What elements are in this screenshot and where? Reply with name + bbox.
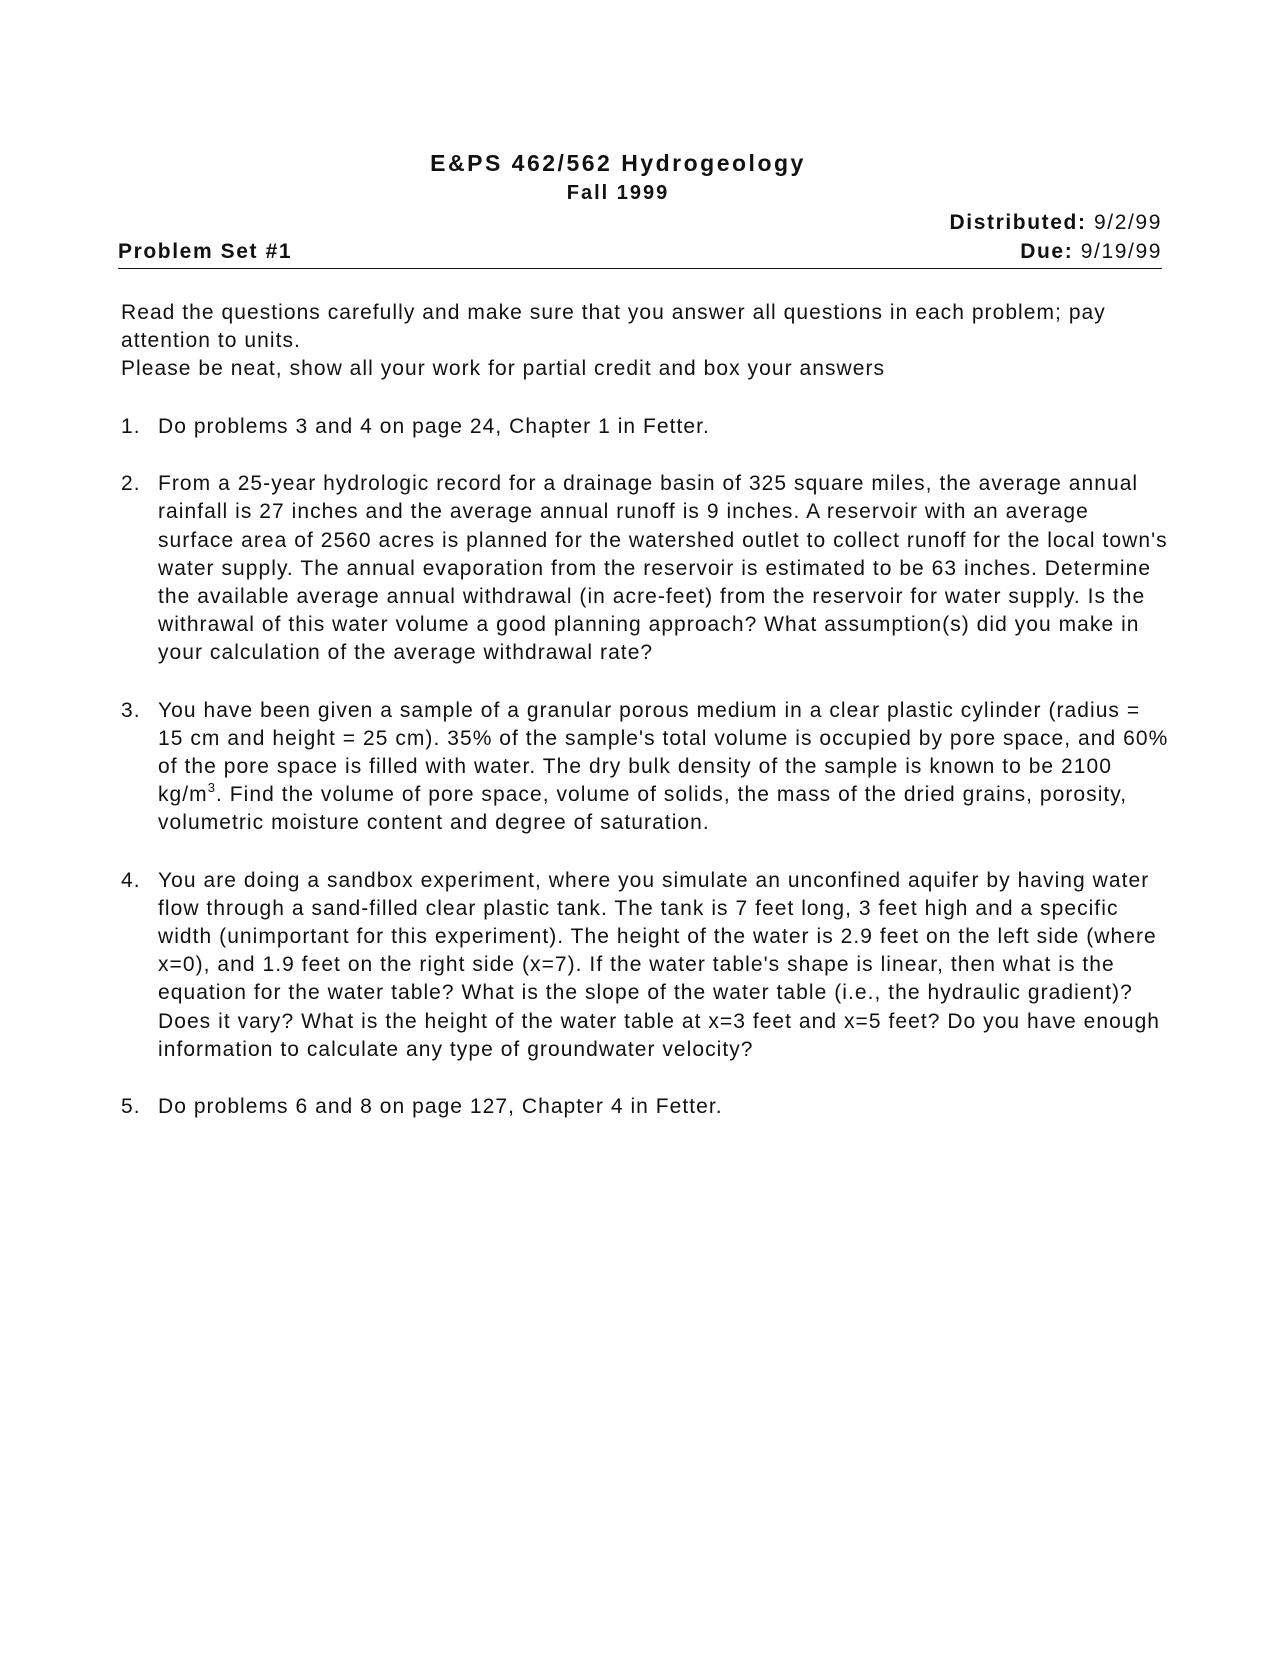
problem-text: You are doing a sandbox experiment, where you simulate an unconfined aquifer by having water flow through a sand-filled clear plastic tank. The tank is 7 feet long, 3 feet high and a specific width (unimportant for this experiment). The height of the water is 2.9 feet on the left side (where x=0), and 1.9 feet on the right side (x=7). If the water table's shape is linear, then what is the equation for the water table? What is the slope of the water table (i.e., the hydraulic gradient)? Does it vary? What is the height of the water table at x=3 feet and x=5 feet? Do you have enough information to calculate any type of groundwater velocity?: [158, 868, 1161, 1061]
problem-item: [121, 470, 1171, 667]
distributed-date: 9/2/99: [1094, 211, 1162, 234]
due-date: 9/19/99: [1080, 240, 1162, 263]
problem-text-part-1: You have been given a sample of a granular porous medium in a clear plastic cylinder (radius = 15 cm and height = 25 cm). 35% of the sample's total volume is occupied by pore space, and 60% of the pore space is filled with water. The dry bulk density of the sample is known to be 2100 kg/m: [158, 698, 1169, 807]
problem-item: [121, 1093, 1171, 1121]
distributed-label: Distributed:: [949, 211, 1087, 234]
instructions: [121, 299, 1171, 383]
distributed-line: [118, 211, 1162, 235]
problem-list: [121, 413, 1171, 1150]
problem-number: 4.: [121, 868, 141, 892]
problem-number: 1.: [121, 415, 141, 438]
problem-item: [121, 697, 1171, 838]
problem-set-title: Problem Set #1: [118, 240, 293, 263]
problem-text: Do problems 3 and 4 on page 24, Chapter 1 in Fetter.: [158, 415, 710, 438]
term-label: Fall 1999: [566, 182, 670, 204]
problem-text: Do problems 6 and 8 on page 127, Chapter 4 in Fetter.: [158, 1095, 723, 1119]
problem-item: [121, 413, 1171, 441]
superscript-exponent: 3: [207, 780, 216, 796]
problem-number: 2.: [121, 472, 141, 496]
course-title: E&PS 462/562 Hydrogeology: [430, 150, 806, 176]
problem-number: 3.: [121, 698, 141, 722]
due-label: Due:: [1020, 240, 1074, 263]
instructions-line-1: Read the questions carefully and make sure that you answer all questions in each problem; pay attention to units.: [121, 301, 1106, 352]
problem-item: [121, 867, 1171, 1064]
problem-set-header: [118, 240, 1162, 264]
problem-text: [158, 697, 1171, 838]
problem-text: From a 25-year hydrologic record for a drainage basin of 325 square miles, the average annual rainfall is 27 inches and the average annual runoff is 9 inches. A reservoir with an average surface area of 2560 acres is planned for the watershed outlet to collect runoff for the local town's water supply. The annual evaporation from the reservoir is estimated to be 63 inches. Determine the available average annual withdrawal (in acre-feet) from the reservoir for water supply. Is the withrawal of this water volume a good planning approach? What assumption(s) did you make in your calculation of the average withdrawal rate?: [158, 472, 1168, 665]
due-line: [1020, 240, 1162, 264]
header-divider: [118, 268, 1162, 269]
problem-text-part-2: . Find the volume of pore space, volume of solids, the mass of the dried grains, porosity, volumetric moisture content and degree of saturation.: [158, 783, 1128, 835]
instructions-line-2: Please be neat, show all your work for partial credit and box your answers: [121, 357, 886, 380]
problem-number: 5.: [121, 1095, 141, 1119]
